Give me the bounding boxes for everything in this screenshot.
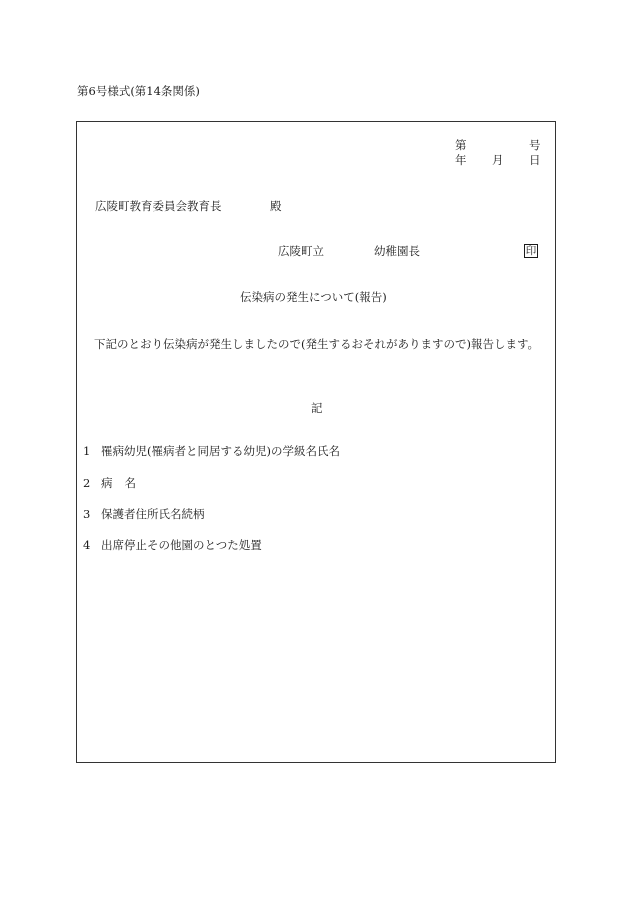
- form-number: 第6号様式(第14条関係): [77, 84, 200, 98]
- form-frame: [76, 121, 556, 763]
- item-label: 罹病幼児(罹病者と同居する幼児)の学級名氏名: [101, 444, 340, 458]
- document-number-suffix: 号: [529, 138, 541, 152]
- item-label: 病名: [101, 476, 148, 490]
- sender-title: 幼稚園長: [374, 244, 420, 258]
- date-month-label: 月: [492, 153, 504, 167]
- item-label: 出席停止その他園のとつた処置: [101, 538, 262, 552]
- document-title: 伝染病の発生について(報告): [240, 290, 387, 304]
- list-item: [83, 477, 148, 491]
- item-number: 4: [83, 538, 91, 552]
- item-number: 1: [83, 444, 91, 458]
- addressee-name: 広陵町教育委員会教育長: [95, 199, 222, 213]
- item-number: 2: [83, 476, 91, 490]
- list-item: [83, 445, 340, 459]
- addressee-honorific: 殿: [270, 199, 282, 213]
- date-day-label: 日: [529, 153, 541, 167]
- sender-town: 広陵町立: [278, 244, 324, 258]
- date-year-label: 年: [455, 153, 467, 167]
- list-item: [83, 508, 205, 522]
- seal-stamp: 印: [525, 245, 537, 257]
- body-paragraph: 下記のとおり伝染病が発生しましたので(発生するおそれがありますので)報告します。: [94, 337, 540, 351]
- item-number: 3: [83, 507, 91, 521]
- item-label: 保護者住所氏名続柄: [101, 507, 205, 521]
- list-item: [83, 539, 262, 553]
- document-number-prefix: 第: [455, 138, 467, 152]
- ki-label: 記: [311, 401, 323, 415]
